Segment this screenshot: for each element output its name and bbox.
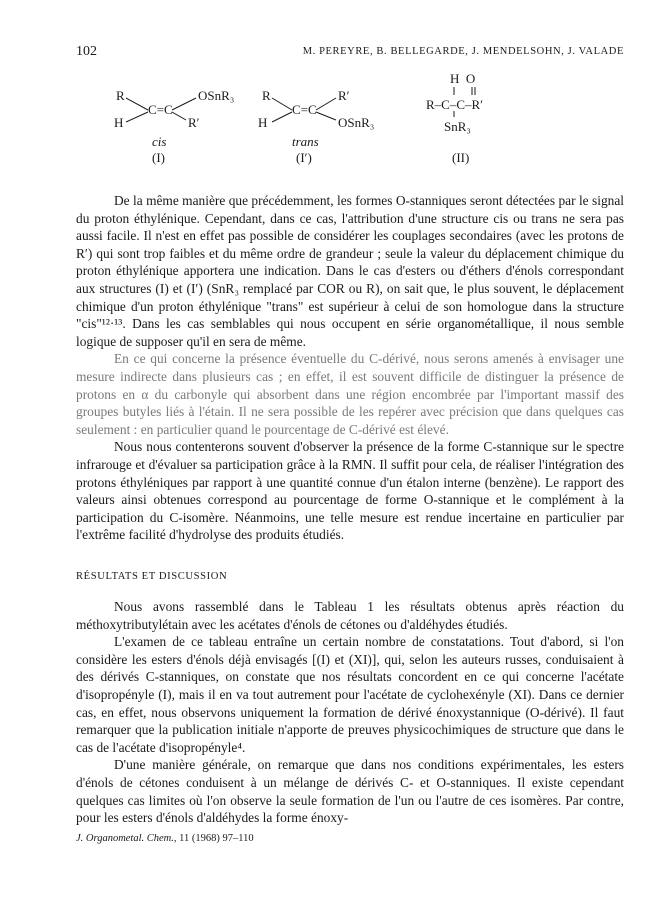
paragraph: En ce qui concerne la présence éventuelle du C-dérivé, nous serons amenés à envisager une mesure indirecte dans plusieurs cas ; en effet, il est souvent difficile de distinguer la présence de protons en α du carbonyle qui absorbent dans une région encombrée par l'important massif des groupes butyles liés à l'étain. Il ne sera possible de les repérer avec précision que dans quelques cas seulement : en particulier quand le pourcentage de C-dérivé est élevé. [76,351,624,437]
paragraph: L'examen de ce tableau entraîne un certain nombre de constatations. Tout d'abord, si l'on considère les esters d'énols déjà envisagés [(I) et (XI)], qui, selon les auteurs russes, conduisaient à des dérivés C-stanniques, on constate que nos résultats concordent en ce qui concerne l'acétate d'isopropényle (I), mais il en va tout autrement pour l'acétate de cyclohexényle (XI). Dans ce dernier cas, en effet, nous observons uniquement la formation de dérivé énoxystannique (O-dérivé). Il faut remarquer que la publication initiale n'apporte de preuves physicochimiques de structure que dans le cas de l'acétate d'isopropényle⁴. [76,634,624,755]
paragraph: Nous avons rassemblé dans le Tableau 1 les résultats obtenus après réaction du méthoxytributylétain avec les acétates d'énols de cétones ou d'aldéhydes étudiés. [76,599,624,632]
paragraph: De la même manière que précédemment, les formes O-stanniques seront détectées par le signal du proton éthylénique. Cependant, dans ce cas, l'attribution d'une structure cis ou trans ne sera pas aussi facile. Il n'est en effet pas possible de considérer les couplages secondaires (avec les protons de R′) qui sont trop faibles et du même ordre de grandeur ; seule la valeur du déplacement chimique du proton éthylénique apportera une indication. Dans le cas d'esters ou d'éthers d'énols correspondant aux structures (I) et (I′) (SnR₃ remplacé par COR ou R), on sait que, le plus souvent, le déplacement chimique d'un proton éthylénique "trans" est supérieur à celui de son homologue dans la structure "cis"¹²·¹³. Dans les cas semblables qui nous occupent en série organométallique, il nous semble logique de supposer qu'il en sera de même. [76,193,624,349]
section-title: RÉSULTATS ET DISCUSSION [76,571,228,582]
structure-cis [114,86,264,166]
ketone-label: (II) [452,150,470,165]
cis-osnr3: OSnR₃ [198,88,235,103]
structure-trans [256,86,406,166]
ketone-top: H O [450,71,476,86]
page-number: 102 [76,44,97,59]
structure-ketone [426,70,546,168]
body-block-2 [76,598,624,827]
trans-label: (I′) [296,150,312,165]
trans-osnr3: OSnR₃ [338,115,375,130]
cis-r-top: R [116,88,125,103]
trans-core: C=C [292,102,317,117]
paragraph: D'une manière générale, on remarque que dans nos conditions expérimentales, les esters d'énols de cétones conduisent à un mélange de dérivés C- et O-stanniques. Il existe cependant quelques cas limites où l'on observe la seule formation de l'un ou l'autre de ces isomères. Par contre, pour les esters d'énols d'aldéhydes la forme énoxy- [76,757,624,826]
ketone-line: R–C–C–R′ [426,97,484,112]
trans-r-top: R [262,88,271,103]
running-authors: M. PEREYRE, B. BELLEGARDE, J. MENDELSOHN, J. VALADE [302,46,624,57]
footer-citation [76,833,254,844]
cis-h: H [114,115,124,130]
structure-trans-bonds [256,86,406,146]
cis-name: cis [152,134,167,149]
trans-h: H [258,115,268,130]
cis-core: C=C [148,102,173,117]
paragraph: Nous nous contenterons souvent d'observer la présence de la forme C-stannique sur le spectre infrarouge et d'évaluer sa participation grâce à la RMN. Il suffit pour cela, de réaliser l'intégration des protons éthyléniques par rapport à une quantité connue d'un étalon interne (benzène). Le rapport des valeurs ainsi obtenues correspond au pourcentage de forme O-stannique et le complément à la participation du C-isomère. Néanmoins, une telle mesure est rendue incertaine en particulier par l'extrême facilité d'hydrolyse des produits étudiés. [76,439,624,543]
body-block-1 [76,192,624,544]
ketone-bottom: SnR₃ [444,119,471,134]
cis-r-bottom: R′ [188,115,200,130]
running-header [76,44,624,60]
trans-r-right: R′ [338,88,350,103]
journal-name: J. Organometal. Chem., [76,833,177,844]
journal-volume: 11 (1968) 97–110 [179,833,254,844]
trans-name: trans [292,134,319,149]
cis-label: (I) [152,150,165,165]
